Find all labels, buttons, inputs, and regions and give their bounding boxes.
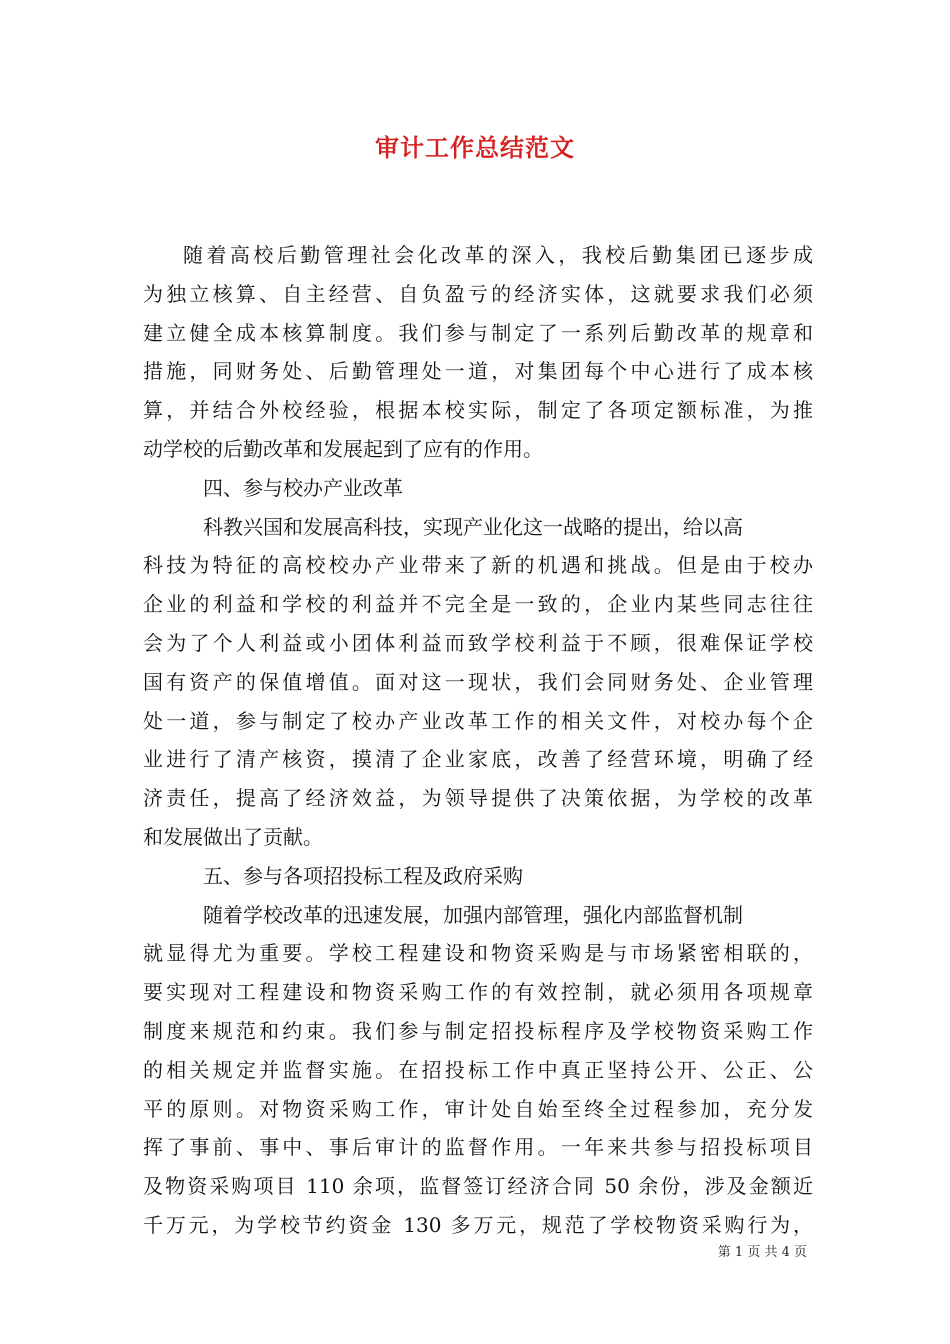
document-title: 审计工作总结范文 [375,133,575,162]
text-line: 随着高校后勤管理社会化改革的深入，我校后勤集团已逐步成 [183,243,813,267]
text-line: 企业的利益和学校的利益并不完全是一致的，企业内某些同志往往 [143,592,813,617]
text-line: 和发展做出了贡献。 [143,824,323,849]
text-line: 科技为特征的高校校办产业带来了新的机遇和挑战。但是由于校办 [143,553,813,578]
page-number-footer: 第 1 页 共 4 页 [717,1245,807,1260]
text-line: 的相关规定并监督实施。在招投标工作中真正坚持公开、公正、公 [143,1057,813,1082]
document-body [143,236,813,1245]
text-line: 制度来规范和约束。我们参与制定招投标程序及学校物资采购工作 [143,1018,813,1043]
text-line: 业进行了清产核资，摸清了企业家底，改善了经营环境，明确了经 [143,747,813,772]
text-line: 济责任，提高了经济效益，为领导提供了决策依据，为学校的改革 [143,786,813,811]
text-line: 算，并结合外校经验，根据本校实际，制定了各项定额标准，为推 [143,398,813,423]
text-line: 国有资产的保值增值。面对这一现状，我们会同财务处、企业管理 [143,669,813,694]
text-line: 处一道，参与制定了校办产业改革工作的相关文件，对校办每个企 [143,708,813,733]
text-line: 及物资采购项目 110 余项，监督签订经济合同 50 余份，涉及金额近 [143,1174,813,1199]
text-line: 措施，同财务处、后勤管理处一道，对集团每个中心进行了成本核 [143,359,813,384]
text-line: 为独立核算、自主经营、自负盈亏的经济实体，这就要求我们必须 [143,281,813,306]
text-line: 千万元，为学校节约资金 130 多万元，规范了学校物资采购行为， [143,1212,813,1237]
text-line: 随着学校改革的迅速发展，加强内部管理，强化内部监督机制 [203,902,743,927]
text-line: 要实现对工程建设和物资采购工作的有效控制，就必须用各项规章 [143,980,813,1005]
text-line: 平的原则。对物资采购工作，审计处自始至终全过程参加，充分发 [143,1096,813,1121]
text-line: 动学校的后勤改革和发展起到了应有的作用。 [143,436,543,461]
text-line: 科教兴国和发展高科技，实现产业化这一战略的提出，给以高 [203,514,743,539]
text-line: 五、参与各项招投标工程及政府采购 [203,863,523,888]
text-line: 四、参与校办产业改革 [203,475,403,500]
text-line: 挥了事前、事中、事后审计的监督作用。一年来共参与招投标项目 [143,1135,813,1160]
text-line: 会为了个人利益或小团体利益而致学校利益于不顾，很难保证学校 [143,630,813,655]
text-line: 就显得尤为重要。学校工程建设和物资采购是与市场紧密相联的， [143,941,813,966]
text-line: 建立健全成本核算制度。我们参与制定了一系列后勤改革的规章和 [143,320,813,345]
